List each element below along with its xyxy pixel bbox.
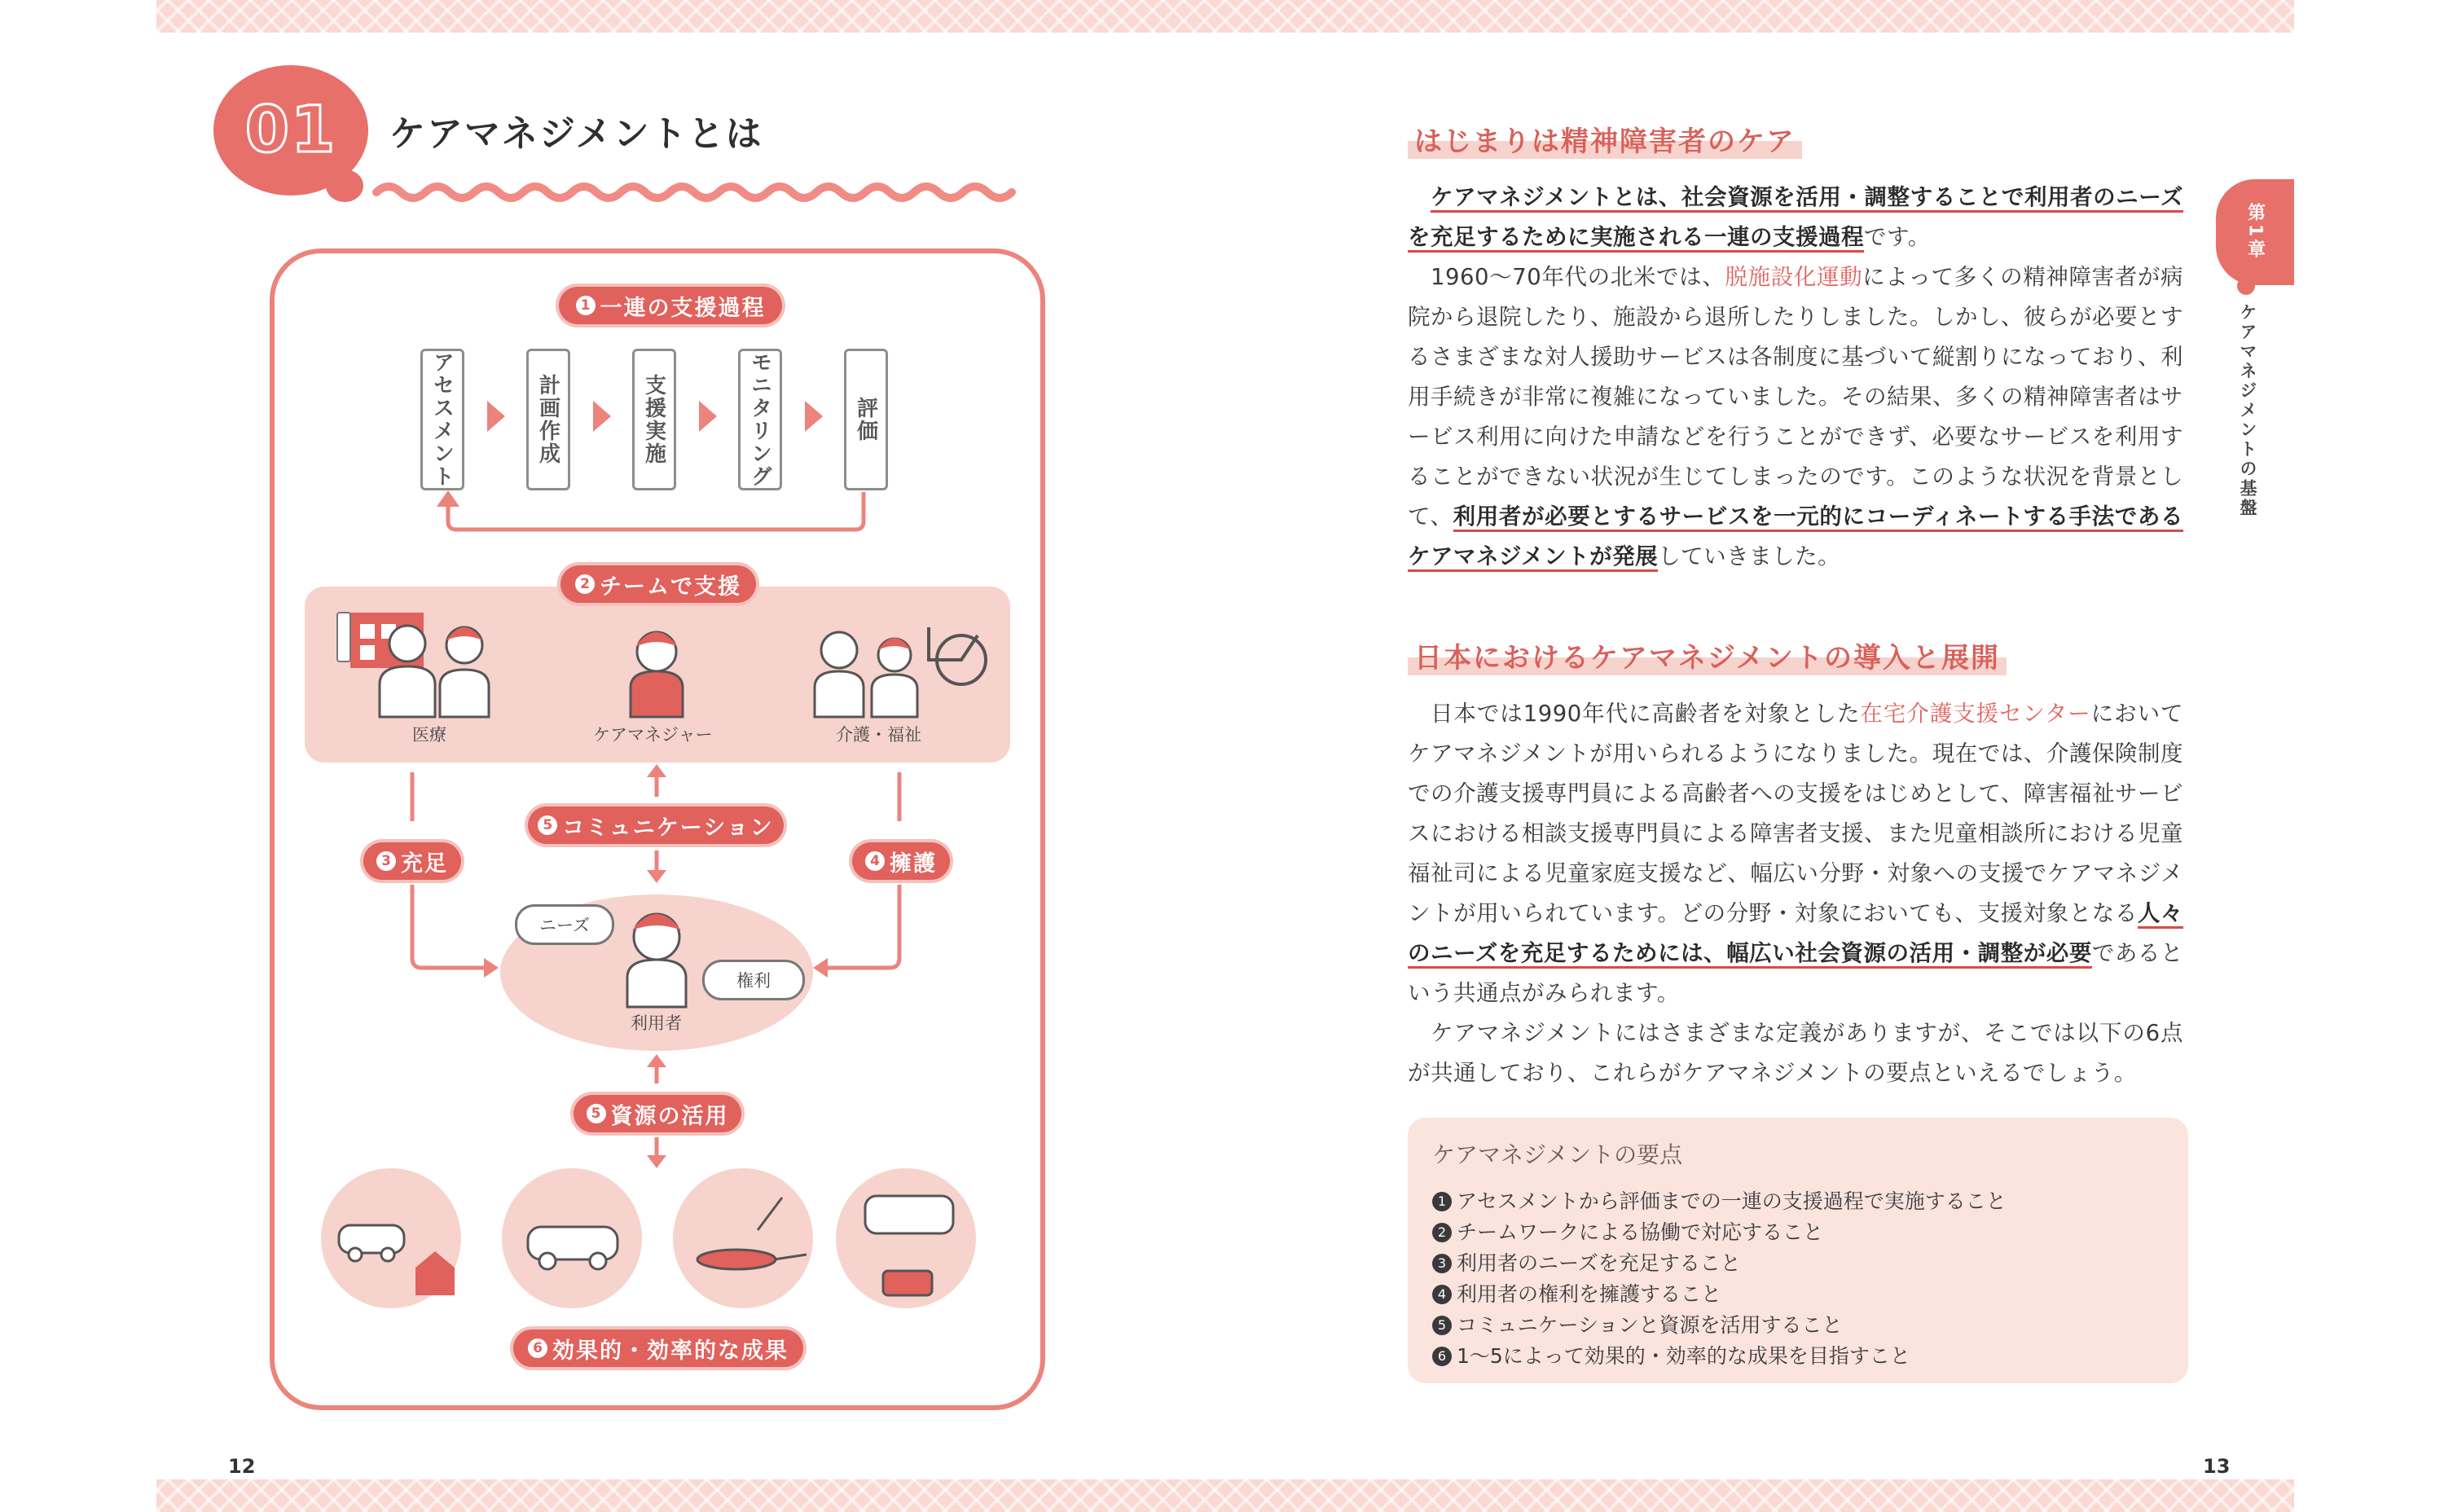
label-outcome: 6 効果的・効率的な成果 [513,1330,803,1367]
step-monitoring: モニタリング [738,349,782,490]
label-fulfillment: 3 充足 [363,842,461,880]
label-support-process: 1 一連の支援過程 [559,287,782,324]
list-item: 4 利用者の権利を擁護すること [1432,1279,2007,1310]
label-advocacy: 4 擁護 [852,842,950,880]
japan-highlight: 人々のニーズを充足するためには、幅広い社会資源の活用・調整が必要 [1408,900,2183,969]
caption-user: 利用者 [631,1013,682,1033]
paragraph-history: 1960〜70年代の北米では、脱施設化運動によって多くの精神障害者が病院から退院したり、施設から退所したりしました。しかし、彼らが必要とするさまざまな対人援助サービスは各制度に基づいて縦割りになっており、利用手続きが非常に複雑になっていました。その結果、多くの精神障害者はサービス利用に向けた申請などを行うことができず、必要なサービスを利用することができない状況が生じてしまったのです。このような状況を背景として、利用者が必要とするサービスを一元的にコーディネートする手法であるケアマネジメントが発展していきました。 [1408,257,2183,577]
list-item: 1 アセスメントから評価までの一連の支援過程で実施すること [1432,1186,2007,1217]
caption-medical: 医療 [412,725,446,745]
feedback-arrowhead [437,490,459,507]
paragraph-definition: ケアマネジメントとは、社会資源を活用・調整することで利用者のニーズを充足するために実施される一連の支援過程です。 [1408,178,2183,257]
heading-origins: はじまりは精神障害者のケア [1408,119,1802,159]
page-number-left: 12 [228,1455,256,1478]
history-highlight: 利用者が必要とするサービスを一元的にコーディネートする手法であるケアマネジメントが発展 [1408,503,2183,572]
definition-highlight: ケアマネジメントとは、社会資源を活用・調整することで利用者のニーズを充足するために実施される一連の支援過程 [1408,184,2183,253]
key-points-box [1408,1118,2188,1383]
label-team-support: 2 チームで支援 [560,565,756,603]
paragraph-definitions: ケアマネジメントにはさまざまな定義がありますが、そこでは以下の6点が共通しており、これらがケアマネジメントの要点といえるでしょう。 [1408,1020,2183,1086]
step-planning: 計画作成 [526,349,570,490]
title-wavy-underline [376,187,1012,198]
needs-bubble: ニーズ [515,904,614,945]
care-manager-illustration [631,632,683,717]
step-evaluation: 評価 [844,349,888,490]
caption-care-manager: ケアマネジャー [593,725,713,745]
page-number-right: 13 [2203,1455,2231,1478]
key-points-list [1432,1186,2007,1372]
chapter-dot [2237,277,2255,295]
list-item: 2 チームワークによる協働で対応すること [1432,1217,2007,1248]
label-communication-1: 5 コミュニケーション [528,807,784,844]
nurse-illustration [440,627,489,717]
keyword-home-care-center: 在宅介護支援センター [1860,701,2091,727]
step-implementation: 支援実施 [632,349,676,490]
keyword-deinstitutionalization: 脱施設化運動 [1725,264,1863,290]
label-resource-use: 5 資源の活用 [574,1095,741,1132]
feedback-loop [448,492,864,530]
chapter-name: ケアマネジメントの基盤 [2238,303,2257,518]
page-title: ケアマネジメントとは [389,113,763,155]
list-item: 3 利用者のニーズを充足すること [1432,1248,2007,1279]
heading-japan: 日本におけるケアマネジメントの導入と展開 [1408,635,2007,675]
rights-bubble: 権利 [702,960,805,1000]
step-assessment: アセスメント [420,349,464,490]
chapter-tab: 第1章 [2216,179,2294,285]
caption-welfare: 介護・福祉 [836,725,921,745]
key-points-title: ケアマネジメントの要点 [1432,1141,1683,1168]
paragraph-japan: 日本では1990年代に高齢者を対象とした在宅介護支援センターにおいてケアマネジメントが用いられるようになりました。現在では、介護保険制度での介護支援専門員による高齢者への支援をはじめとして、障害福祉サービスにおける相談支援専門員による障害者支援、また児童相談所における児童福祉司による児童家庭支援など、幅広い分野・対象への支援でケアマネジメントが用いられています。どの分野・対象においても、支援対象となる人々のニーズを充足するためには、幅広い社会資源の活用・調整が必要であるという共通点がみられます。 [1408,701,2184,1006]
section-number-badge: 01 [213,65,368,196]
list-item: 5 コミュニケーションと資源を活用すること [1432,1310,2007,1341]
list-item: 6 1〜5によって効果的・効率的な成果を目指すこと [1432,1341,2007,1372]
